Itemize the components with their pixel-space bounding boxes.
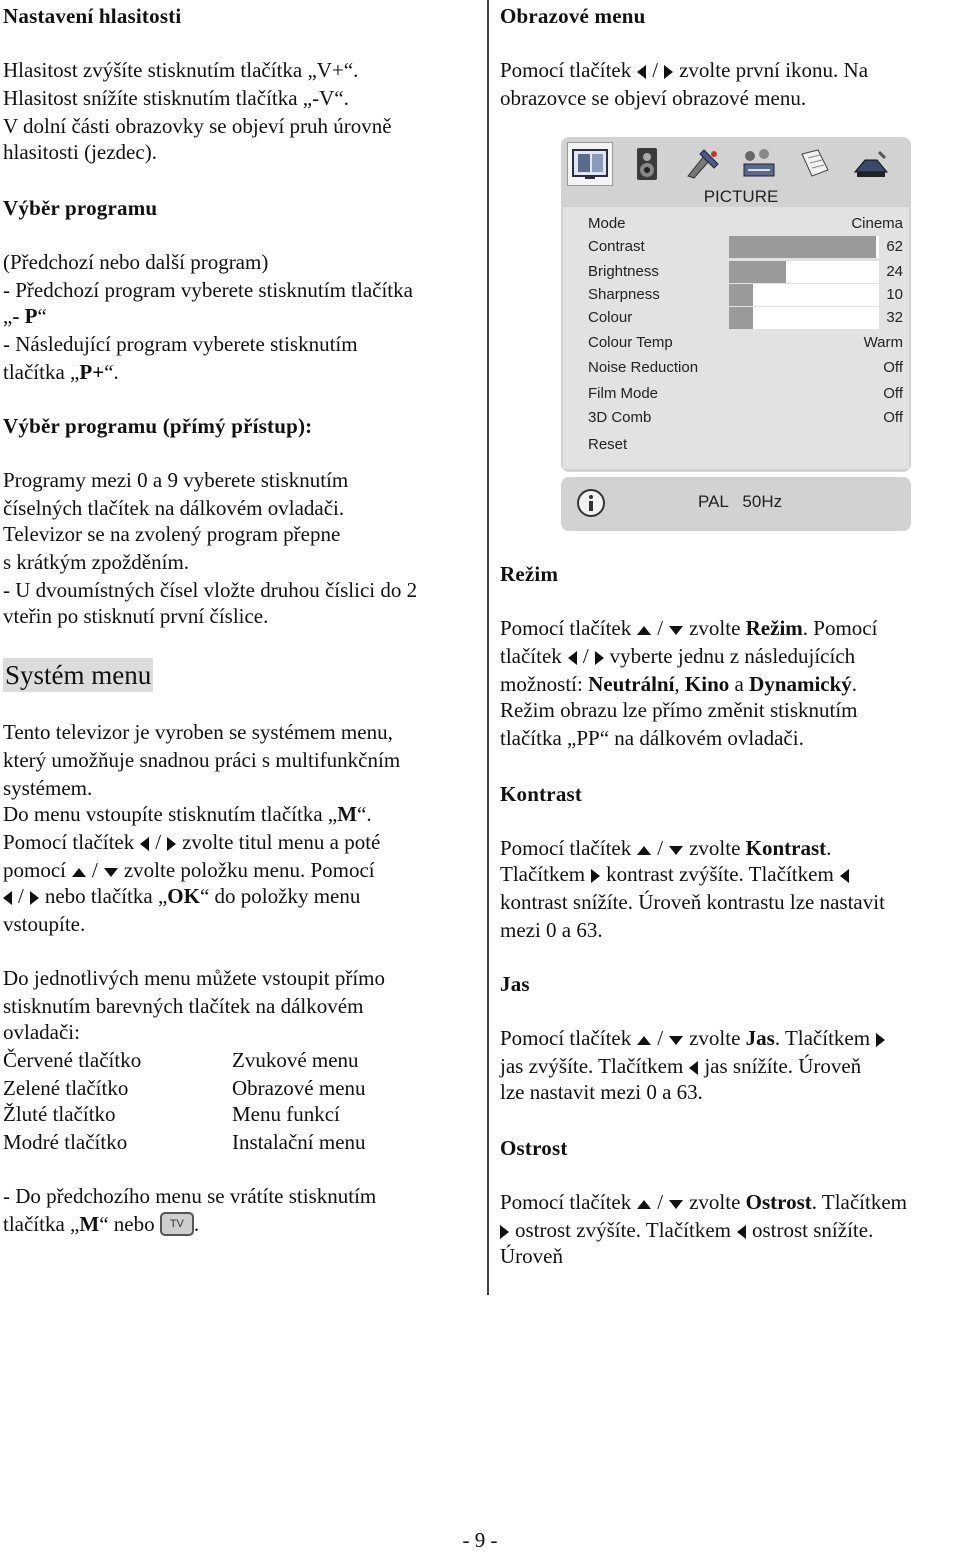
page-number: - 9 - bbox=[462, 1528, 498, 1552]
osd-slider-bar[interactable] bbox=[729, 261, 879, 283]
system-heading: Systém menu bbox=[5, 660, 152, 690]
ostrost-text: Pomocí tlačítek / zvolte Ostrost. Tlačítkem bbox=[500, 1190, 907, 1214]
sound-icon[interactable] bbox=[625, 143, 669, 185]
volume-text: Hlasitost zvýšíte stisknutím tlačítka „V+“. bbox=[3, 58, 359, 82]
system-text: Do menu vstoupíte stisknutím tlačítka „M“. bbox=[3, 802, 372, 826]
ostrost-text: Úroveň bbox=[500, 1244, 563, 1268]
color-text: stisknutím barevných tlačítek na dálkovém bbox=[3, 994, 364, 1018]
osd-row-colour-temp[interactable] bbox=[588, 332, 903, 356]
feature-icon[interactable] bbox=[681, 143, 725, 185]
program-heading: Výběr programu bbox=[3, 196, 158, 220]
down-arrow-icon bbox=[669, 1036, 683, 1045]
osd-row-3d-comb[interactable] bbox=[588, 407, 903, 431]
osd-row-value: 32 bbox=[886, 309, 903, 326]
osd-row-value: Off bbox=[883, 385, 903, 402]
right-arrow-icon bbox=[595, 651, 604, 665]
osd-row-contrast[interactable] bbox=[588, 236, 903, 260]
color-menu-label: Instalační menu bbox=[232, 1130, 366, 1154]
osd-row-value: 10 bbox=[886, 286, 903, 303]
osd-row-value: 24 bbox=[886, 263, 903, 280]
down-arrow-icon bbox=[669, 626, 683, 635]
direct-text: s krátkým zpožděním. bbox=[3, 550, 190, 574]
osd-row-label: 3D Comb bbox=[588, 409, 652, 426]
osd-row-label: Sharpness bbox=[588, 286, 660, 303]
jas-text: jas zvýšíte. Tlačítkem jas snížíte. Úroveň bbox=[500, 1054, 862, 1078]
osd-signal-status: PAL 50Hz bbox=[698, 492, 783, 511]
osd-status-bar bbox=[561, 477, 911, 531]
down-arrow-icon bbox=[669, 846, 683, 855]
left-arrow-icon bbox=[637, 65, 646, 79]
osd-row-value: Warm bbox=[863, 334, 903, 351]
osd-title: PICTURE bbox=[703, 187, 779, 206]
direct-text: číselných tlačítek na dálkovém ovladači. bbox=[3, 496, 345, 520]
program-text: (Předchozí nebo další program) bbox=[3, 250, 269, 274]
volume-heading: Nastavení hlasitosti bbox=[3, 4, 182, 28]
direct-text: - U dvoumístných čísel vložte druhou číslici do 2 bbox=[3, 578, 418, 602]
program-text: tlačítka „P+“. bbox=[3, 360, 119, 384]
osd-row-label: Mode bbox=[588, 215, 626, 232]
source-icon[interactable] bbox=[793, 143, 837, 185]
up-arrow-icon bbox=[637, 846, 651, 855]
picture-icon[interactable] bbox=[567, 142, 613, 186]
osd-row-reset[interactable] bbox=[588, 434, 903, 458]
rezim-text: možností: Neutrální, Kino a Dynamický. bbox=[500, 672, 858, 696]
system-text: Tento televizor je vyroben se systémem menu, bbox=[3, 720, 393, 744]
install-icon[interactable] bbox=[737, 143, 781, 185]
system-text: systémem. bbox=[3, 776, 93, 800]
osd-menu-icons bbox=[567, 141, 905, 187]
down-arrow-icon bbox=[104, 868, 118, 877]
osd-row-colour[interactable] bbox=[588, 307, 903, 331]
osd-slider-bar[interactable] bbox=[729, 236, 879, 258]
program-text: „- P“ bbox=[3, 304, 47, 328]
osd-row-label: Contrast bbox=[588, 238, 645, 255]
tv-icon: TV bbox=[160, 1212, 194, 1236]
color-text: Do jednotlivých menu můžete vstoupit přímo bbox=[3, 966, 386, 990]
kontrast-heading: Kontrast bbox=[500, 782, 583, 806]
down-arrow-icon bbox=[669, 1200, 683, 1209]
ostrost-heading: Ostrost bbox=[500, 1136, 568, 1160]
picture-text: Pomocí tlačítek / zvolte první ikonu. Na bbox=[500, 58, 869, 82]
osd-row-value: Cinema bbox=[851, 215, 903, 232]
color-button-label: Modré tlačítko bbox=[3, 1130, 128, 1154]
left-arrow-icon bbox=[568, 651, 577, 665]
direct-text: vteřin po stisknutí první číslice. bbox=[3, 604, 269, 628]
osd-row-label: Noise Reduction bbox=[588, 359, 699, 376]
column-divider bbox=[487, 0, 489, 1295]
rezim-text: Pomocí tlačítek / zvolte Režim. Pomocí bbox=[500, 616, 878, 640]
osd-row-label: Colour bbox=[588, 309, 633, 326]
right-arrow-icon bbox=[30, 891, 39, 905]
rezim-text: Režim obrazu lze přímo změnit stisknutím bbox=[500, 698, 858, 722]
right-arrow-icon bbox=[876, 1033, 885, 1047]
osd-row-label: Brightness bbox=[588, 263, 659, 280]
up-arrow-icon bbox=[637, 1200, 651, 1209]
picture-text: obrazovce se objeví obrazové menu. bbox=[500, 86, 807, 110]
picture-menu-heading: Obrazové menu bbox=[500, 4, 646, 28]
osd-row-label: Film Mode bbox=[588, 385, 659, 402]
osd-picture-menu bbox=[561, 137, 911, 472]
osd-slider-fill bbox=[729, 284, 753, 306]
color-text: ovladači: bbox=[3, 1020, 80, 1044]
osd-row-noise-reduction[interactable] bbox=[588, 357, 903, 381]
up-arrow-icon bbox=[72, 868, 86, 877]
osd-row-value: Off bbox=[883, 359, 903, 376]
osd-slider-fill bbox=[729, 261, 786, 283]
right-arrow-icon bbox=[664, 65, 673, 79]
jas-heading: Jas bbox=[500, 972, 530, 996]
up-arrow-icon bbox=[637, 626, 651, 635]
color-button-label: Žluté tlačítko bbox=[3, 1102, 116, 1126]
osd-row-mode[interactable] bbox=[588, 213, 903, 237]
jas-text: Pomocí tlačítek / zvolte Jas. Tlačítkem bbox=[500, 1024, 891, 1052]
color-menu-label: Obrazové menu bbox=[232, 1076, 366, 1100]
osd-row-label: Colour Temp bbox=[588, 334, 673, 351]
up-arrow-icon bbox=[637, 1036, 651, 1045]
direct-text: Televizor se na zvolený program přepne bbox=[3, 522, 341, 546]
program-text: - Následující program vyberete stisknutím bbox=[3, 332, 358, 356]
settings-icon[interactable] bbox=[849, 143, 893, 185]
back-text: - Do předchozího menu se vrátíte stisknutím bbox=[3, 1184, 377, 1208]
osd-slider-bar[interactable] bbox=[729, 307, 879, 329]
osd-row-brightness[interactable] bbox=[588, 261, 903, 285]
left-arrow-icon bbox=[3, 891, 12, 905]
system-text: pomocí / zvolte položku menu. Pomocí bbox=[3, 858, 375, 882]
osd-slider-fill bbox=[729, 307, 753, 329]
direct-heading: Výběr programu (přímý přístup): bbox=[3, 414, 313, 438]
osd-row-label: Reset bbox=[588, 436, 628, 453]
osd-row-value: Off bbox=[883, 409, 903, 426]
system-text: vstoupíte. bbox=[3, 912, 86, 936]
color-menu-label: Menu funkcí bbox=[232, 1102, 340, 1126]
rezim-heading: Režim bbox=[500, 562, 559, 586]
osd-row-film-mode[interactable] bbox=[588, 383, 903, 407]
left-arrow-icon bbox=[140, 837, 149, 851]
direct-text: Programy mezi 0 a 9 vyberete stisknutím bbox=[3, 468, 349, 492]
color-button-label: Červené tlačítko bbox=[3, 1048, 142, 1072]
color-button-label: Zelené tlačítko bbox=[3, 1076, 129, 1100]
ostrost-text: ostrost zvýšíte. Tlačítkem ostrost snížíte. bbox=[500, 1216, 873, 1244]
left-arrow-icon bbox=[737, 1225, 746, 1239]
volume-text: Hlasitost snížíte stisknutím tlačítka „-V“. bbox=[3, 86, 349, 110]
osd-row-sharpness[interactable] bbox=[588, 284, 903, 308]
system-text: / nebo tlačítka „OK“ do položky menu bbox=[3, 882, 360, 910]
volume-text: hlasitosti (jezdec). bbox=[3, 140, 157, 164]
system-text: Pomocí tlačítek / zvolte titul menu a poté bbox=[3, 830, 381, 854]
left-arrow-icon bbox=[840, 869, 849, 883]
right-arrow-icon bbox=[167, 837, 176, 851]
osd-slider-bar[interactable] bbox=[729, 284, 879, 306]
osd-slider-fill bbox=[729, 236, 876, 258]
kontrast-text: kontrast snížíte. Úroveň kontrastu lze nastavit bbox=[500, 890, 885, 914]
volume-text: V dolní části obrazovky se objeví pruh úrovně bbox=[3, 114, 392, 138]
left-arrow-icon bbox=[689, 1061, 698, 1075]
right-arrow-icon bbox=[500, 1225, 509, 1239]
osd-row-value: 62 bbox=[886, 238, 903, 255]
rezim-text: tlačítek / vyberte jednu z následujících bbox=[500, 644, 856, 668]
jas-text: lze nastavit mezi 0 a 63. bbox=[500, 1080, 703, 1104]
color-menu-label: Zvukové menu bbox=[232, 1048, 359, 1072]
rezim-text: tlačítka „PP“ na dálkovém ovladači. bbox=[500, 726, 804, 750]
kontrast-text: Tlačítkem kontrast zvýšíte. Tlačítkem bbox=[500, 860, 855, 888]
info-icon bbox=[575, 487, 607, 524]
kontrast-text: Pomocí tlačítek / zvolte Kontrast. bbox=[500, 836, 832, 860]
back-text: tlačítka „M“ nebo TV . bbox=[3, 1212, 200, 1236]
program-text: - Předchozí program vyberete stisknutím tlačítka bbox=[3, 278, 413, 302]
system-text: který umožňuje snadnou práci s multifunkčním bbox=[3, 748, 401, 772]
kontrast-text: mezi 0 a 63. bbox=[500, 918, 603, 942]
right-arrow-icon bbox=[591, 869, 600, 883]
